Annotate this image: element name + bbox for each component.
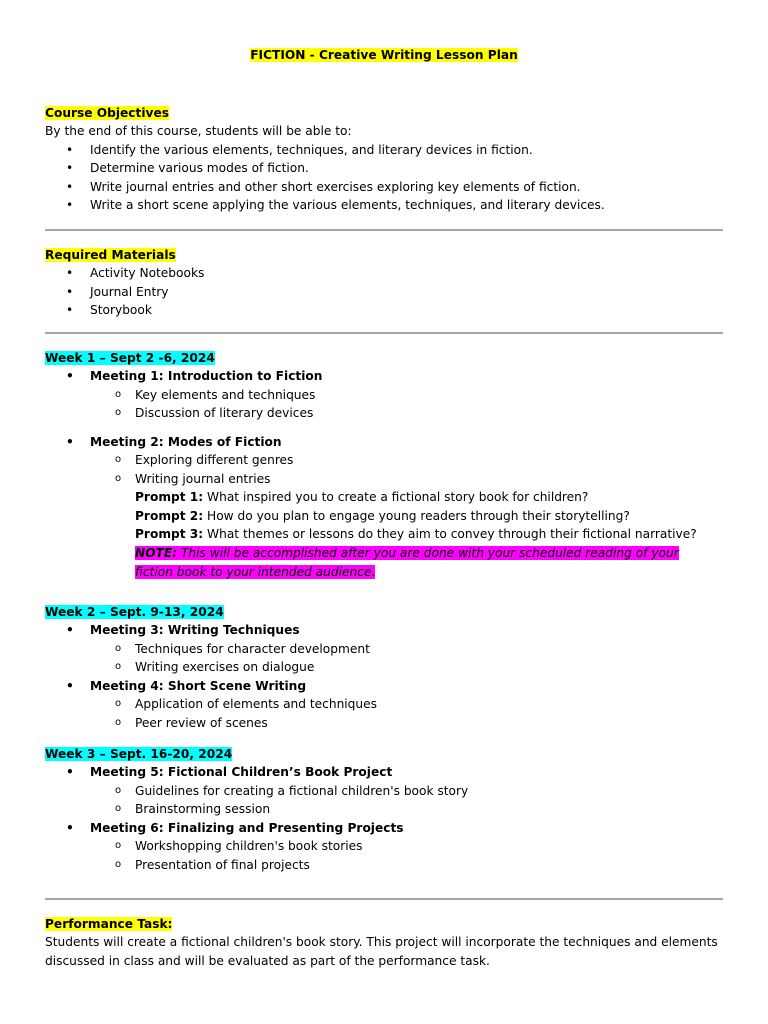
- list-item: • Storybook: [45, 301, 725, 320]
- list-item: o Techniques for character development: [45, 640, 725, 659]
- meeting-4-label: • Meeting 4: Short Scene Writing: [45, 677, 725, 696]
- materials-section: [45, 246, 725, 320]
- page-title: [0, 47, 768, 64]
- list-item: • Activity Notebooks: [45, 264, 725, 283]
- list-item: o Key elements and techniques: [45, 386, 725, 405]
- week1-heading: Week 1 – Sept 2 -6, 2024: [45, 351, 215, 365]
- list-item: o Writing journal entries: [45, 470, 725, 489]
- list-item: o Guidelines for creating a fictional children's book story: [45, 782, 725, 801]
- prompt-3: [45, 525, 725, 544]
- prompt-text: What inspired you to create a fictional story book for children?: [203, 490, 589, 504]
- meeting-3-label: • Meeting 3: Writing Techniques: [45, 621, 725, 640]
- objectives-intro: By the end of this course, students will be able to:: [45, 124, 352, 138]
- list-item: • Journal Entry: [45, 283, 725, 302]
- week2-section: [45, 603, 725, 732]
- list-item: • Identify the various elements, techniques, and literary devices in fiction.: [45, 141, 725, 160]
- materials-heading: Required Materials: [45, 248, 176, 262]
- meeting-2-label: • Meeting 2: Modes of Fiction: [45, 433, 725, 452]
- divider: [45, 332, 723, 334]
- list-item: o Application of elements and techniques: [45, 695, 725, 714]
- note-text: [135, 544, 710, 582]
- week1-section: [45, 349, 725, 582]
- note-label: NOTE:: [135, 545, 178, 560]
- list-item: o Exploring different genres: [45, 451, 725, 470]
- objectives-heading: Course Objectives: [45, 106, 169, 120]
- prompt-label: Prompt 1:: [135, 490, 204, 504]
- prompt-text: What themes or lessons do they aim to convey through their fictional narrative?: [203, 527, 697, 541]
- divider: [45, 229, 723, 231]
- note-body: This will be accomplished after you are done with your scheduled reading of your fiction book to your intended audience.: [135, 545, 679, 579]
- prompt-label: Prompt 2:: [135, 508, 204, 523]
- list-item: • Write journal entries and other short exercises exploring key elements of fiction.: [45, 178, 725, 197]
- objectives-section: [45, 104, 725, 215]
- meeting-6-label: • Meeting 6: Finalizing and Presenting Projects: [45, 819, 725, 838]
- list-item: • Write a short scene applying the various elements, techniques, and literary devices.: [45, 196, 725, 215]
- prompt-2: [45, 507, 725, 526]
- week2-heading: Week 2 – Sept. 9-13, 2024: [45, 605, 224, 619]
- list-item: o Presentation of final projects: [45, 856, 725, 875]
- meeting-1-label: • Meeting 1: Introduction to Fiction: [45, 367, 725, 386]
- list-item: o Discussion of literary devices: [45, 404, 725, 423]
- performance-heading: Performance Task:: [45, 917, 173, 931]
- divider: [45, 898, 723, 900]
- prompt-text: How do you plan to engage young readers through their storytelling?: [203, 508, 630, 523]
- meeting-5-label: • Meeting 5: Fictional Children’s Book Project: [45, 763, 725, 782]
- list-item: o Workshopping children's book stories: [45, 837, 725, 856]
- list-item: o Writing exercises on dialogue: [45, 658, 725, 677]
- objectives-list: [45, 141, 725, 215]
- performance-section: [45, 915, 725, 971]
- list-item: • Determine various modes of fiction.: [45, 159, 725, 178]
- week3-heading: Week 3 – Sept. 16-20, 2024: [45, 747, 233, 761]
- week3-section: [45, 745, 725, 874]
- prompt-1: [45, 488, 725, 507]
- prompt-label: Prompt 3:: [135, 527, 204, 541]
- list-item: o Peer review of scenes: [45, 714, 725, 733]
- list-item: o Brainstorming session: [45, 800, 725, 819]
- performance-text: Students will create a fictional children's book story. This project will incorporate the techniques and elements discussed in class and will be evaluated as part of the performance task.: [45, 935, 718, 968]
- title-text: FICTION - Creative Writing Lesson Plan: [250, 48, 518, 62]
- materials-list: [45, 264, 725, 320]
